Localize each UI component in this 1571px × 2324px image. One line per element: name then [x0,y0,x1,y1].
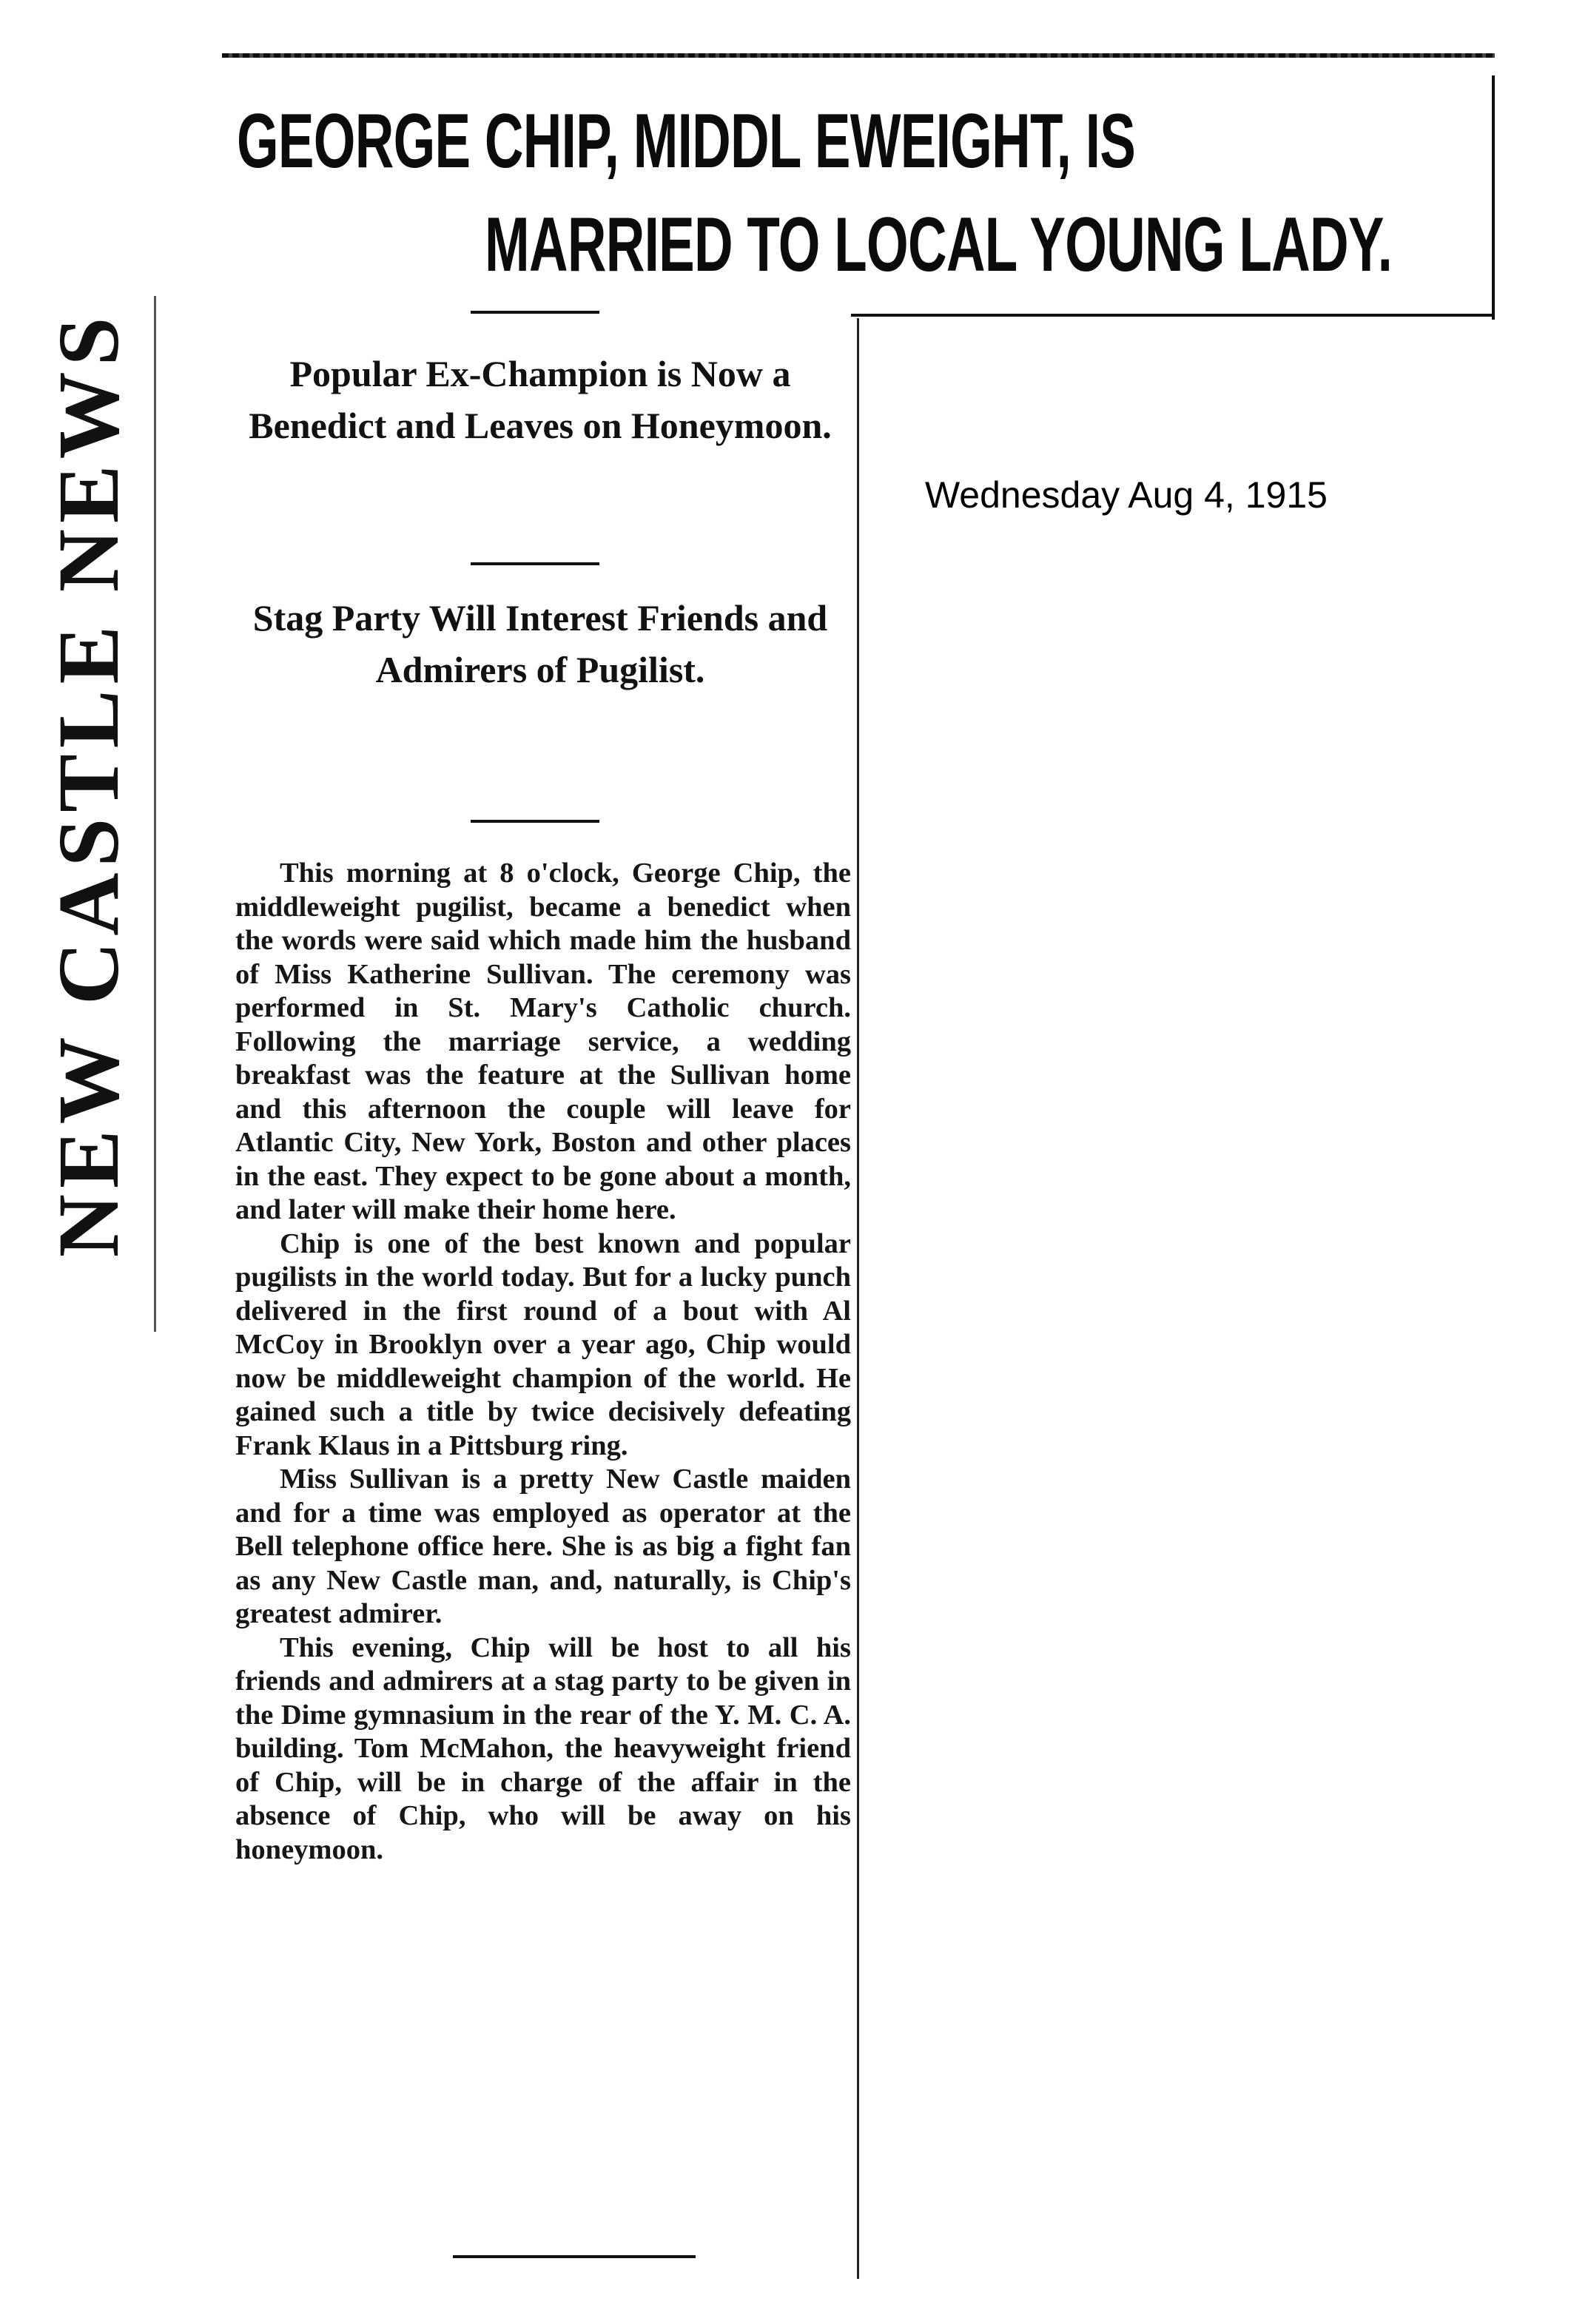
headline-top-rule [222,53,1495,58]
headline-line-2: MARRIED TO LOCAL YOUNG LADY. [485,202,1393,288]
deck-1: Popular Ex-Champion is Now a Benedict and Leaves on Honeymoon. [249,353,832,446]
section-dash [471,562,599,565]
end-rule [453,2255,696,2258]
headline-bottom-rule [851,314,1495,317]
section-dash [471,820,599,823]
column-rule [857,318,859,2279]
masthead [30,207,148,1361]
headline-box [222,53,1495,320]
section-dash [471,311,599,314]
body-paragraph-3: Miss Sullivan is a pretty New Castle maiden and for a time was employed as operator at the Bell telephone office here. She is as big a fight fan as any New Castle man, and, naturally, is Chip's greatest admirer. [235,1464,851,1629]
body-paragraph-1: This morning at 8 o'clock, George Chip, the middleweight pugilist, became a benedict when the words were said which made him the husband of Miss Katherine Sullivan. The ceremony was performed in St. Mary's Catholic church. Following the marriage service, a wedding breakfast was the feature at the Sullivan home and this afternoon the couple will leave for Atlantic City, New York, Boston and other places in the east. They expect to be gone about a month, and later will make their home here. [235,858,851,1225]
body-paragraph-2: Chip is one of the best known and popular pugilists in the world today. But for a lucky punch delivered in the first round of a bout with Al McCoy in Brooklyn over a year ago, Chip would now be middleweight champion of the world. He gained such a title by twice decisively defeating Frank Klaus in a Pittsburg ring. [235,1227,851,1461]
headline-line-1: GEORGE CHIP, MIDDL EWEIGHT, IS [237,98,1136,184]
masthead-title: NEW CASTLE NEWS [40,311,137,1258]
date-annotation: Wednesday Aug 4, 1915 [925,474,1328,516]
body-paragraph-4: This evening, Chip will be host to all his friends and admirers at a stag party to be given in the Dime gymnasium in the rear of the Y. M. C. A. building. Tom McMahon, the heavyweight friend of Chip, will be in charge of the affair in the absence of Chip, who will be away on his honeymoon. [235,1631,851,1865]
article-body [235,857,851,1867]
headline-right-rule [1492,75,1495,320]
deck-2: Stag Party Will Interest Friends and Admirers of Pugilist. [252,597,828,690]
masthead-guide-line [154,296,156,1332]
